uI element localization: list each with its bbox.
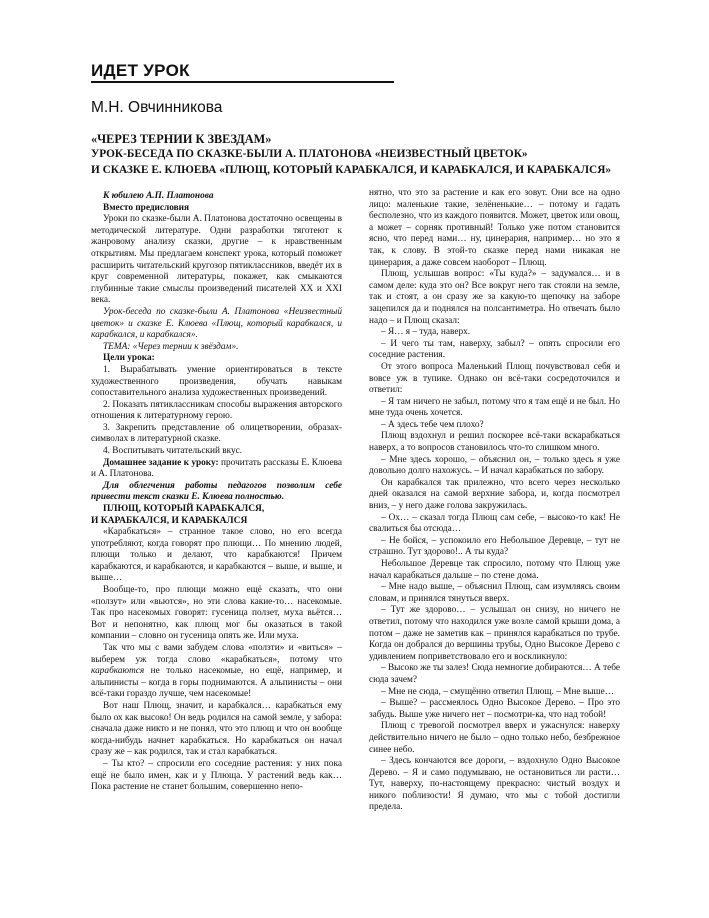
homework xyxy=(91,458,342,481)
homework-label: Домашнее задание к уроку: xyxy=(103,457,219,468)
right-column xyxy=(369,188,620,814)
editor-note: Для облегчения работы педагогов позволим себе привести текст сказки Е. Клюева полностью. xyxy=(91,480,342,503)
dialogue-line: – Ох… – сказал тогда Плющ сам себе, – высоко-то как! Не свалиться бы отсюда… xyxy=(369,512,620,535)
article-subtitle-line1: УРОК-БЕСЕДА ПО СКАЗКЕ-БЫЛИ А. ПЛАТОНОВА «НЕИЗВЕСТНЫЙ ЦВЕТОК» xyxy=(91,148,528,160)
story-paragraph: Он карабкался так прилежно, что всего через несколько дней оказался на самой верхние забора, и, когда посмотрел вниз, – у него даже голова закружилась. xyxy=(369,477,620,512)
goal-item: 2. Показать пятиклассникам способы выражения авторского отношения к литературному герою. xyxy=(91,399,342,422)
goal-item: 3. Закрепить представление об олицетворении, образах-символах в литературной сказке. xyxy=(91,422,342,445)
story-paragraph: Плющ вздохнул и решил поскорее всё-таки вскарабкаться наверх, а то вопросов становилось что-то слишком много. xyxy=(369,431,620,454)
story-paragraph xyxy=(91,643,342,701)
dialogue-line: – Мне не сюда, – смущённо ответил Плющ. – Мне выше… xyxy=(381,686,615,697)
story-paragraph: Плющ, услышав вопрос: «Ты куда?» – задумался… и в самом деле: куда это он? Все вокруг него так стояли на земле, так и стоят, а он сразу же за какую-то щепочку на заборе зацепился да и поднялся на полсантиметра. Но отвечать было надо – и Плющ сказал: xyxy=(369,269,620,326)
story-emphasis: карабкаются xyxy=(91,666,145,677)
dedication: К юбилею А.П. Платонова xyxy=(103,191,214,201)
dialogue-line: – А здесь тебе чем плохо? xyxy=(381,419,484,430)
left-column xyxy=(91,191,342,794)
dialogue-line: – Высоко же ты залез! Сюда немногие добираются… А тебе сюда зачем? xyxy=(369,663,620,685)
section-heading: ИДЕТ УРОК xyxy=(91,61,190,80)
dialogue-line: – Выше? – рассмеялось Одно Высокое Дерево. – Про это забудь. Выше уже ничего нет – посмотри-ка, что над тобой! xyxy=(369,698,620,720)
dialogue-line: – Я… я – туда, наверх. xyxy=(381,327,471,338)
story-title xyxy=(91,504,342,527)
story-paragraph: – Ты кто? – спросили его соседние растения: у них пока ещё не было имен, как и у Плюща. У растений ведь как… Пока растение не станет большим, совершенно непо- xyxy=(91,758,342,793)
story-paragraph: Вообще-то, про плющи можно ещё сказать, что они «ползут» или «вьются», но эти слова какие-то… насекомые. Так про насекомых говорят: гусеница ползет, муха вьётся… Вот и непонятно, как плющ мог бы оказаться в такой компании – словно он гусеница опять же. Или муха. xyxy=(91,585,342,642)
dialogue-line: – Здесь кончаются все дороги, – вздохнуло Одно Высокое Дерево. – Я и само подумываю, не остановиться ли расти… Тут, наверху, по-настоящему прекрасно: чистый воздух и никого поблизости! Я думаю, что мы с тобой достигли предела. xyxy=(369,756,620,813)
story-paragraph: Небольшое Деревце так спросило, потому что Плющ уже начал карабкаться дальше – по стене дома. xyxy=(369,559,620,581)
story-paragraph: Вот наш Плющ, значит, и карабкался… карабкаться ему было ох как высоко! Он ведь родился на самой земле, у забора: сначала даже никто и не понял, что это плющ и что он вообще когда-нибудь начнет карабкаться. Но карабкаться он начал сразу же – как родился, так и стал карабкаться. xyxy=(91,700,342,758)
preface-heading: Вместо предисловия xyxy=(103,202,190,213)
story-text: не только насекомые, но ещё, например, и альпинисты – когда в горы поднимаются. А альпинисты – они всё-таки гораздо лучше, чем насекомые! xyxy=(91,666,342,700)
article-subtitle-line2: И СКАЗКЕ Е. КЛЮЕВА «ПЛЮЩ, КОТОРЫЙ КАРАБКАЛСЯ, И КАРАБКАЛСЯ, И КАРАБКАЛСЯ» xyxy=(91,164,612,176)
story-paragraph: нятно, что это за растение и как его зовут. Они все на одно лицо: маленькие такие, зелёненькие… – потому и гадать бесполезно, что из каждого появится. Может, цветок или овощ, а может – сорняк противный! Только уже потом становится ясно, что перед нами… ну, цинерария, например… но это я так, к слову. В этой-то сказке перед нами никакая не цинерария, а даже совсем наоборот – Плющ. xyxy=(369,188,620,268)
dialogue-line: – Не бойся, – успокоило его Небольшое Деревце, – тут не страшно. Тут здорово!.. А ты куда? xyxy=(369,535,620,558)
story-paragraph: «Карабкаться» – странное такое слово, но его всегда употребляют, когда говорят про плющи… По мнению людей, плющи только и делают, что карабкаются! Причем карабкаются, и карабкаются, и карабкаются – выше, и выше, и выше… xyxy=(91,527,342,584)
goal-item: 4. Воспитывать читательский вкус. xyxy=(103,446,243,457)
paragraph: Уроки по сказке-были А. Платонова достаточно освещены в методической литературе. Одни разработки тяготеют к жанровому анализу сказки, другие – к нравственным открытиям. Мы предлагаем конспект урока, который поможет расширить читательский кругозор пятиклассников, введёт их в круг современной литературы, покажет, как смыкаются глубинные такие смыслы произведений писателей XX и XXI века. xyxy=(91,214,342,306)
homework-text: прочитать рассказы Е. Клюева и А. Платонова. xyxy=(91,457,342,480)
dialogue-line: – Мне надо выше, – объяснил Плющ, сам изумляясь своим словам, и принялся тянуться вверх. xyxy=(369,582,620,604)
dialogue-line: – И чего ты там, наверху, забыл? – опять спросили его соседние растения. xyxy=(369,338,620,361)
dialogue-line: – Мне здесь хорошо, – объяснил он, – только здесь я уже довольно долго нахожусь. – И начал карабкаться по забору. xyxy=(369,454,620,477)
article-title: «ЧЕРЕЗ ТЕРНИИ К ЗВЕЗДАМ» xyxy=(91,132,272,146)
story-title-line1: ПЛЮЩ, КОТОРЫЙ КАРАБКАЛСЯ, xyxy=(103,504,265,515)
lesson-theme: ТЕМА: «Через тернии к звёздам». xyxy=(103,341,239,352)
story-title-line2: И КАРАБКАЛСЯ, И КАРАБКАЛСЯ xyxy=(91,515,248,526)
paragraph: Урок-беседа по сказке-были А. Платонова «Неизвестный цветок» и сказке Е. Клюева «Плющ, который карабкался, и карабкался, и карабкался». xyxy=(91,306,342,341)
author-name: М.Н. Овчинникова xyxy=(91,99,223,116)
section-rule xyxy=(91,81,394,83)
story-paragraph: От этого вопроса Маленький Плющ почувствовал себя и вовсе уж в тупике. Однако он всё-таки сосредоточился и ответил: xyxy=(369,361,620,396)
story-paragraph: – Тут же здорово… – услышал он снизу, но ничего не ответил, потому что находился уже возле самой крыши дома, а потом – даже не заметив как – принялся карабкаться по трубе. Когда он добрался до вершины трубы, Одно Высокое Дерево с удивлением поприветствовало его и воскликнуло: xyxy=(369,605,620,662)
story-paragraph: Плющ с тревогой посмотрел вверх и ужаснулся: наверху действительно ничего не было – одно только небо, безбрежное синее небо. xyxy=(369,721,620,755)
goals-heading: Цели урока: xyxy=(103,353,155,364)
dialogue-line: – Я там ничего не забыл, потому что я там ещё и не был. Но мне туда очень хочется. xyxy=(369,396,620,419)
story-text: Так что мы с вами забудем слова «ползти» и «виться» – выберем уж тогда слово «карабкаться», потому что xyxy=(91,642,342,665)
goal-item: 1. Вырабатывать умение ориентироваться в тексте художественного произведения, обучать навыкам сопоставительного анализа художественных произведений. xyxy=(91,364,342,399)
